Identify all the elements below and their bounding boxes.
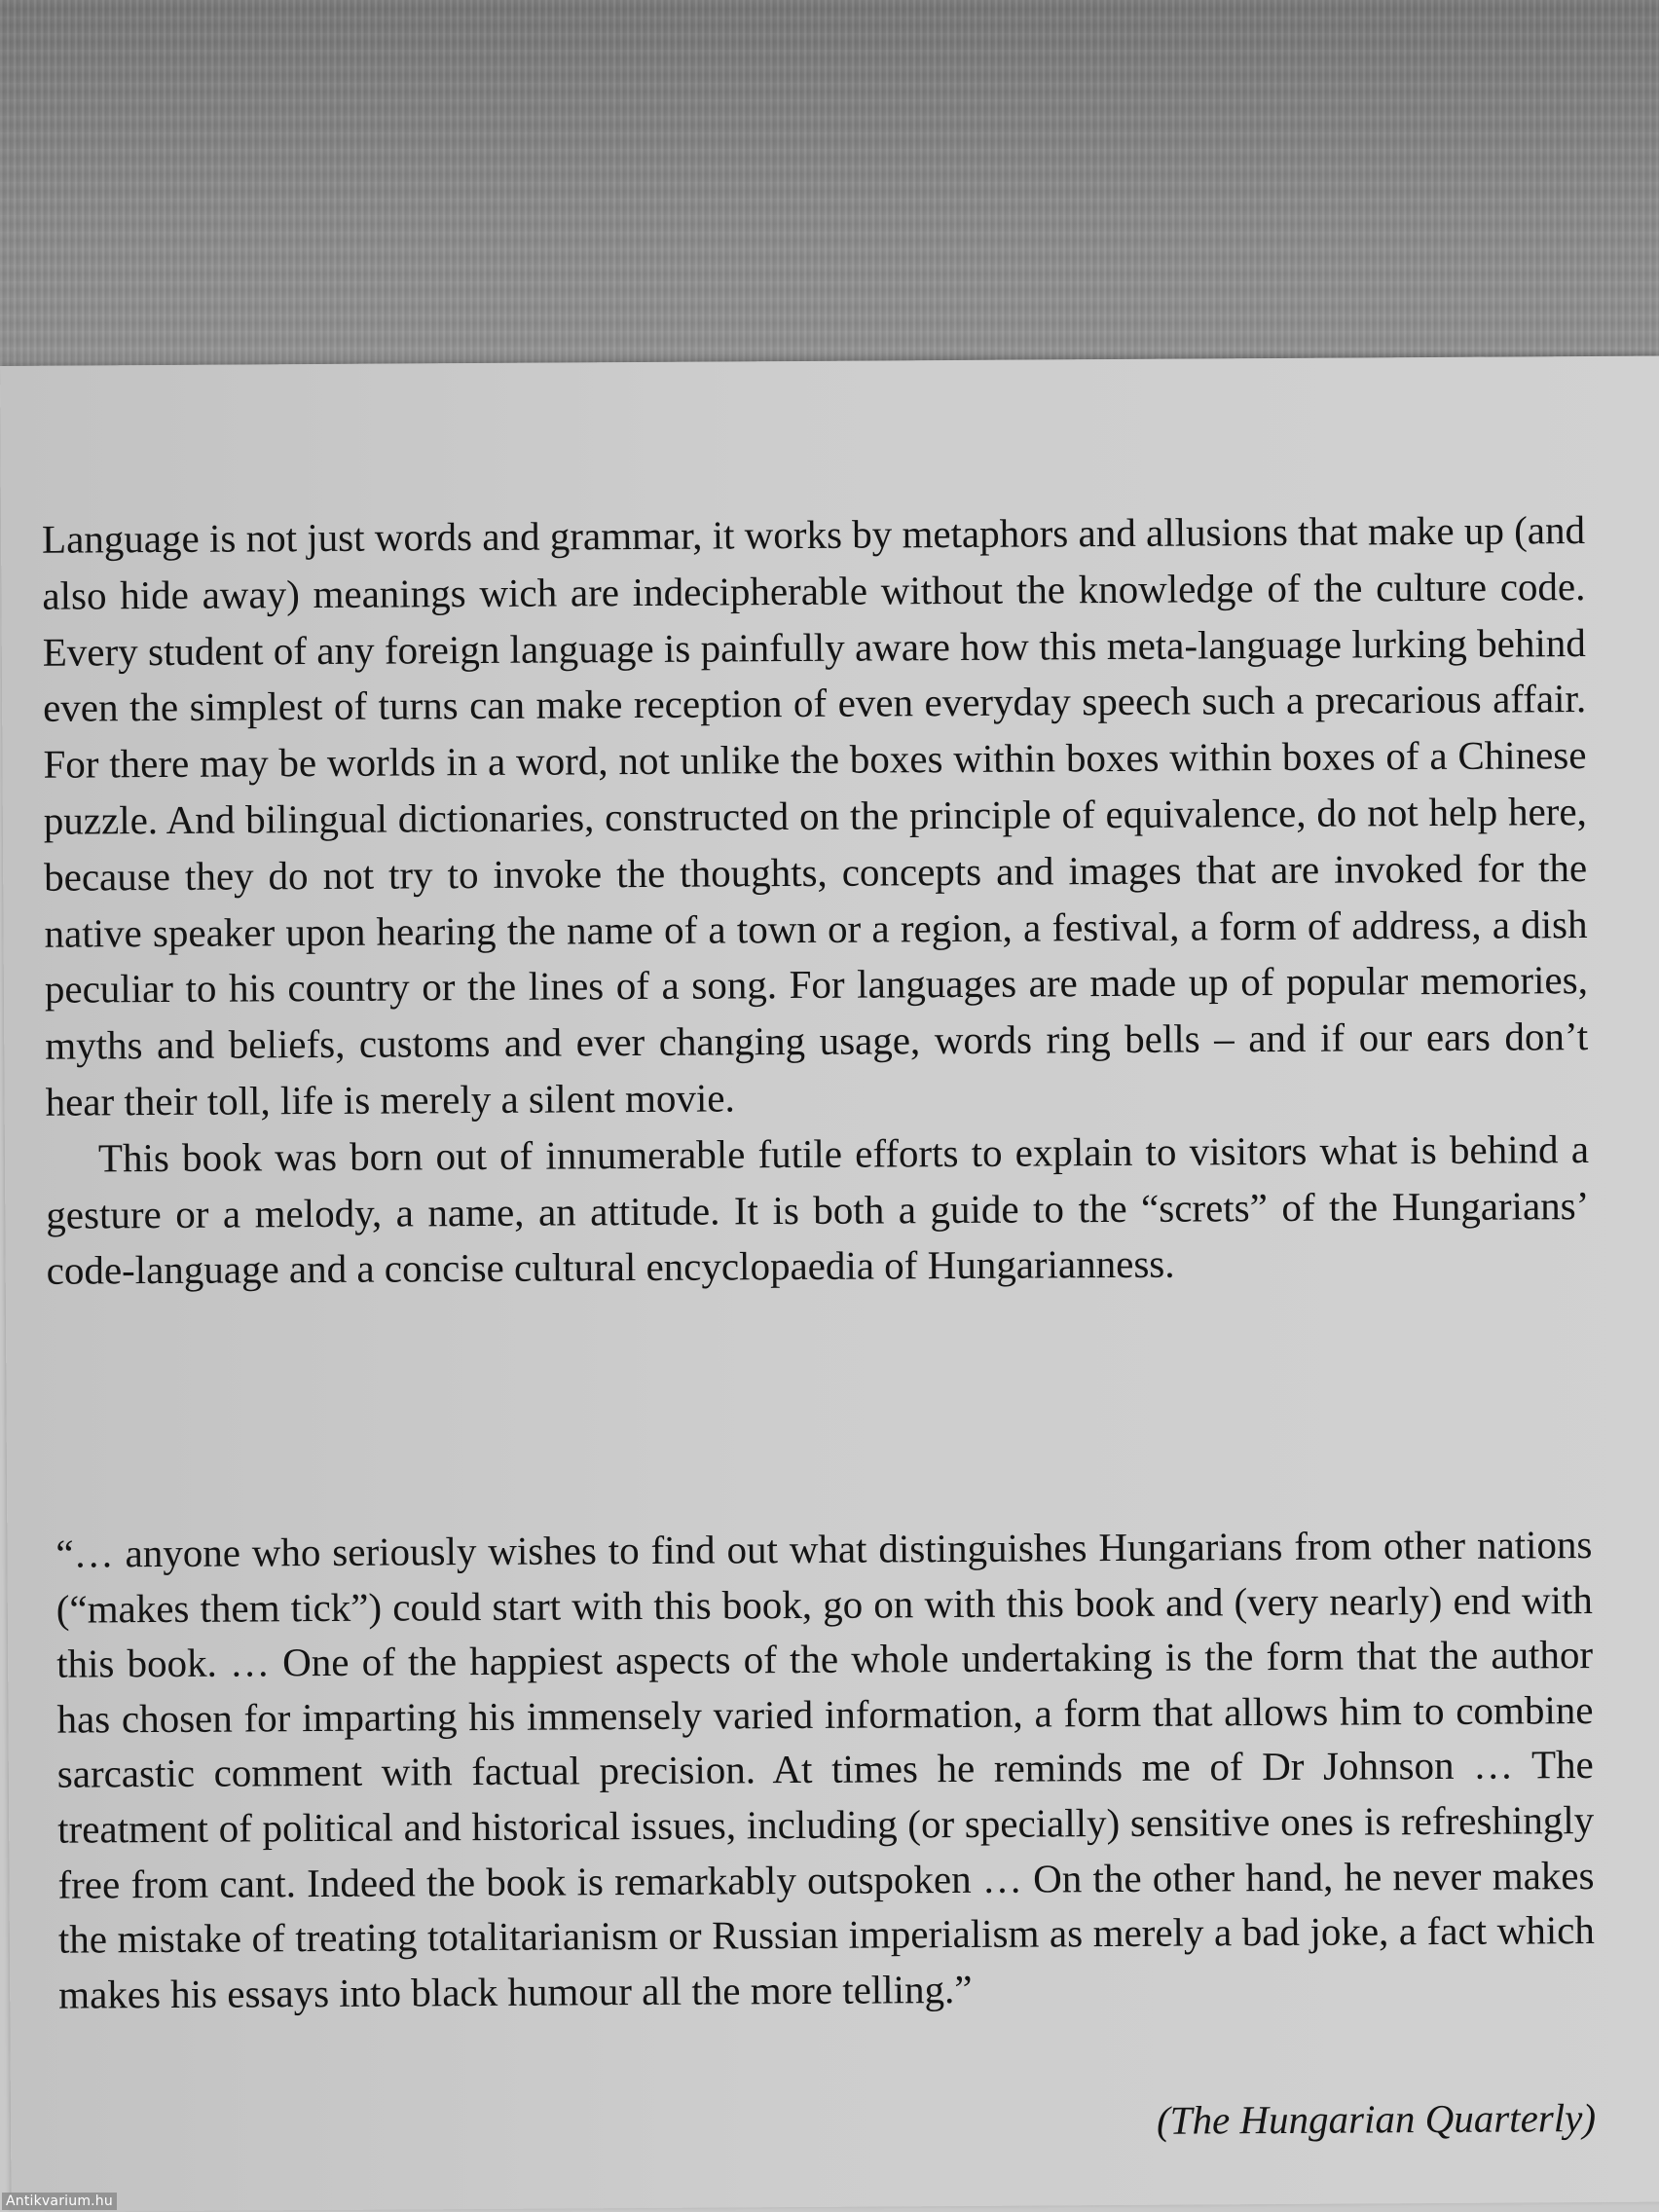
review-quote: “… anyone who seriously wishes to find out what distinguishes Hungarians from other nations (“makes them tick”) could start with this book, go on with this book and (very nearly) end with this book. … One of the happiest aspects of the whole undertaking is the form that the author has chosen for imparting his immensely varied information, a form that allows him to combine sarcastic comment with factual precision. At times he reminds me of Dr Johnson … The treatment of political and historical issues, including (or specially) sensitive ones is refreshingly free from cant. Indeed the book is remarkably outspoken … On the other hand, he never makes the mistake of treating totalitarianism or Russian imperialism as merely a bad joke, a fact which makes his essays into black humour all the more telling.”: [55, 1522, 1595, 2017]
review-source: (The Hungarian Quarterly): [1156, 2095, 1597, 2143]
intro-paragraph-1: Language is not just words and grammar, it works by metaphors and allusions that make up (and also hide away) meanings wich are indecipherable without the knowledge of the culture code. Every student of any foreign language is painfully aware how this meta-language lurking behind even the simplest of turns can make reception of even everyday speech such a precarious affair. For there may be worlds in a word, not unlike the boxes within boxes within boxes of a Chinese puzzle. And bilingual dictionaries, constructed on the principle of equivalence, do not help here, because they do not try to invoke the thoughts, concepts and images that are invoked for the native speaker upon hearing the name of a town or a region, a festival, a form of address, a dish peculiar to his country or the lines of a song. For languages are made up of popular memories, myths and beliefs, customs and ever changing usage, words ring bells – and if our ears don’t hear their toll, life is merely a silent movie.: [41, 507, 1589, 1124]
back-cover-page: [0, 356, 1659, 2212]
watermark: Antikvarium.hu: [2, 2193, 117, 2210]
intro-paragraph-2: This book was born out of innumerable futile efforts to explain to visitors what is behind a gesture or a melody, a name, an attitude. It is both a guide to the “screts” of the Hungarians’ code-language and a concise cultural encyclopaedia of Hungarianness.: [46, 1125, 1590, 1294]
background-surface: [0, 0, 1659, 385]
intro-text: [42, 502, 1590, 1300]
